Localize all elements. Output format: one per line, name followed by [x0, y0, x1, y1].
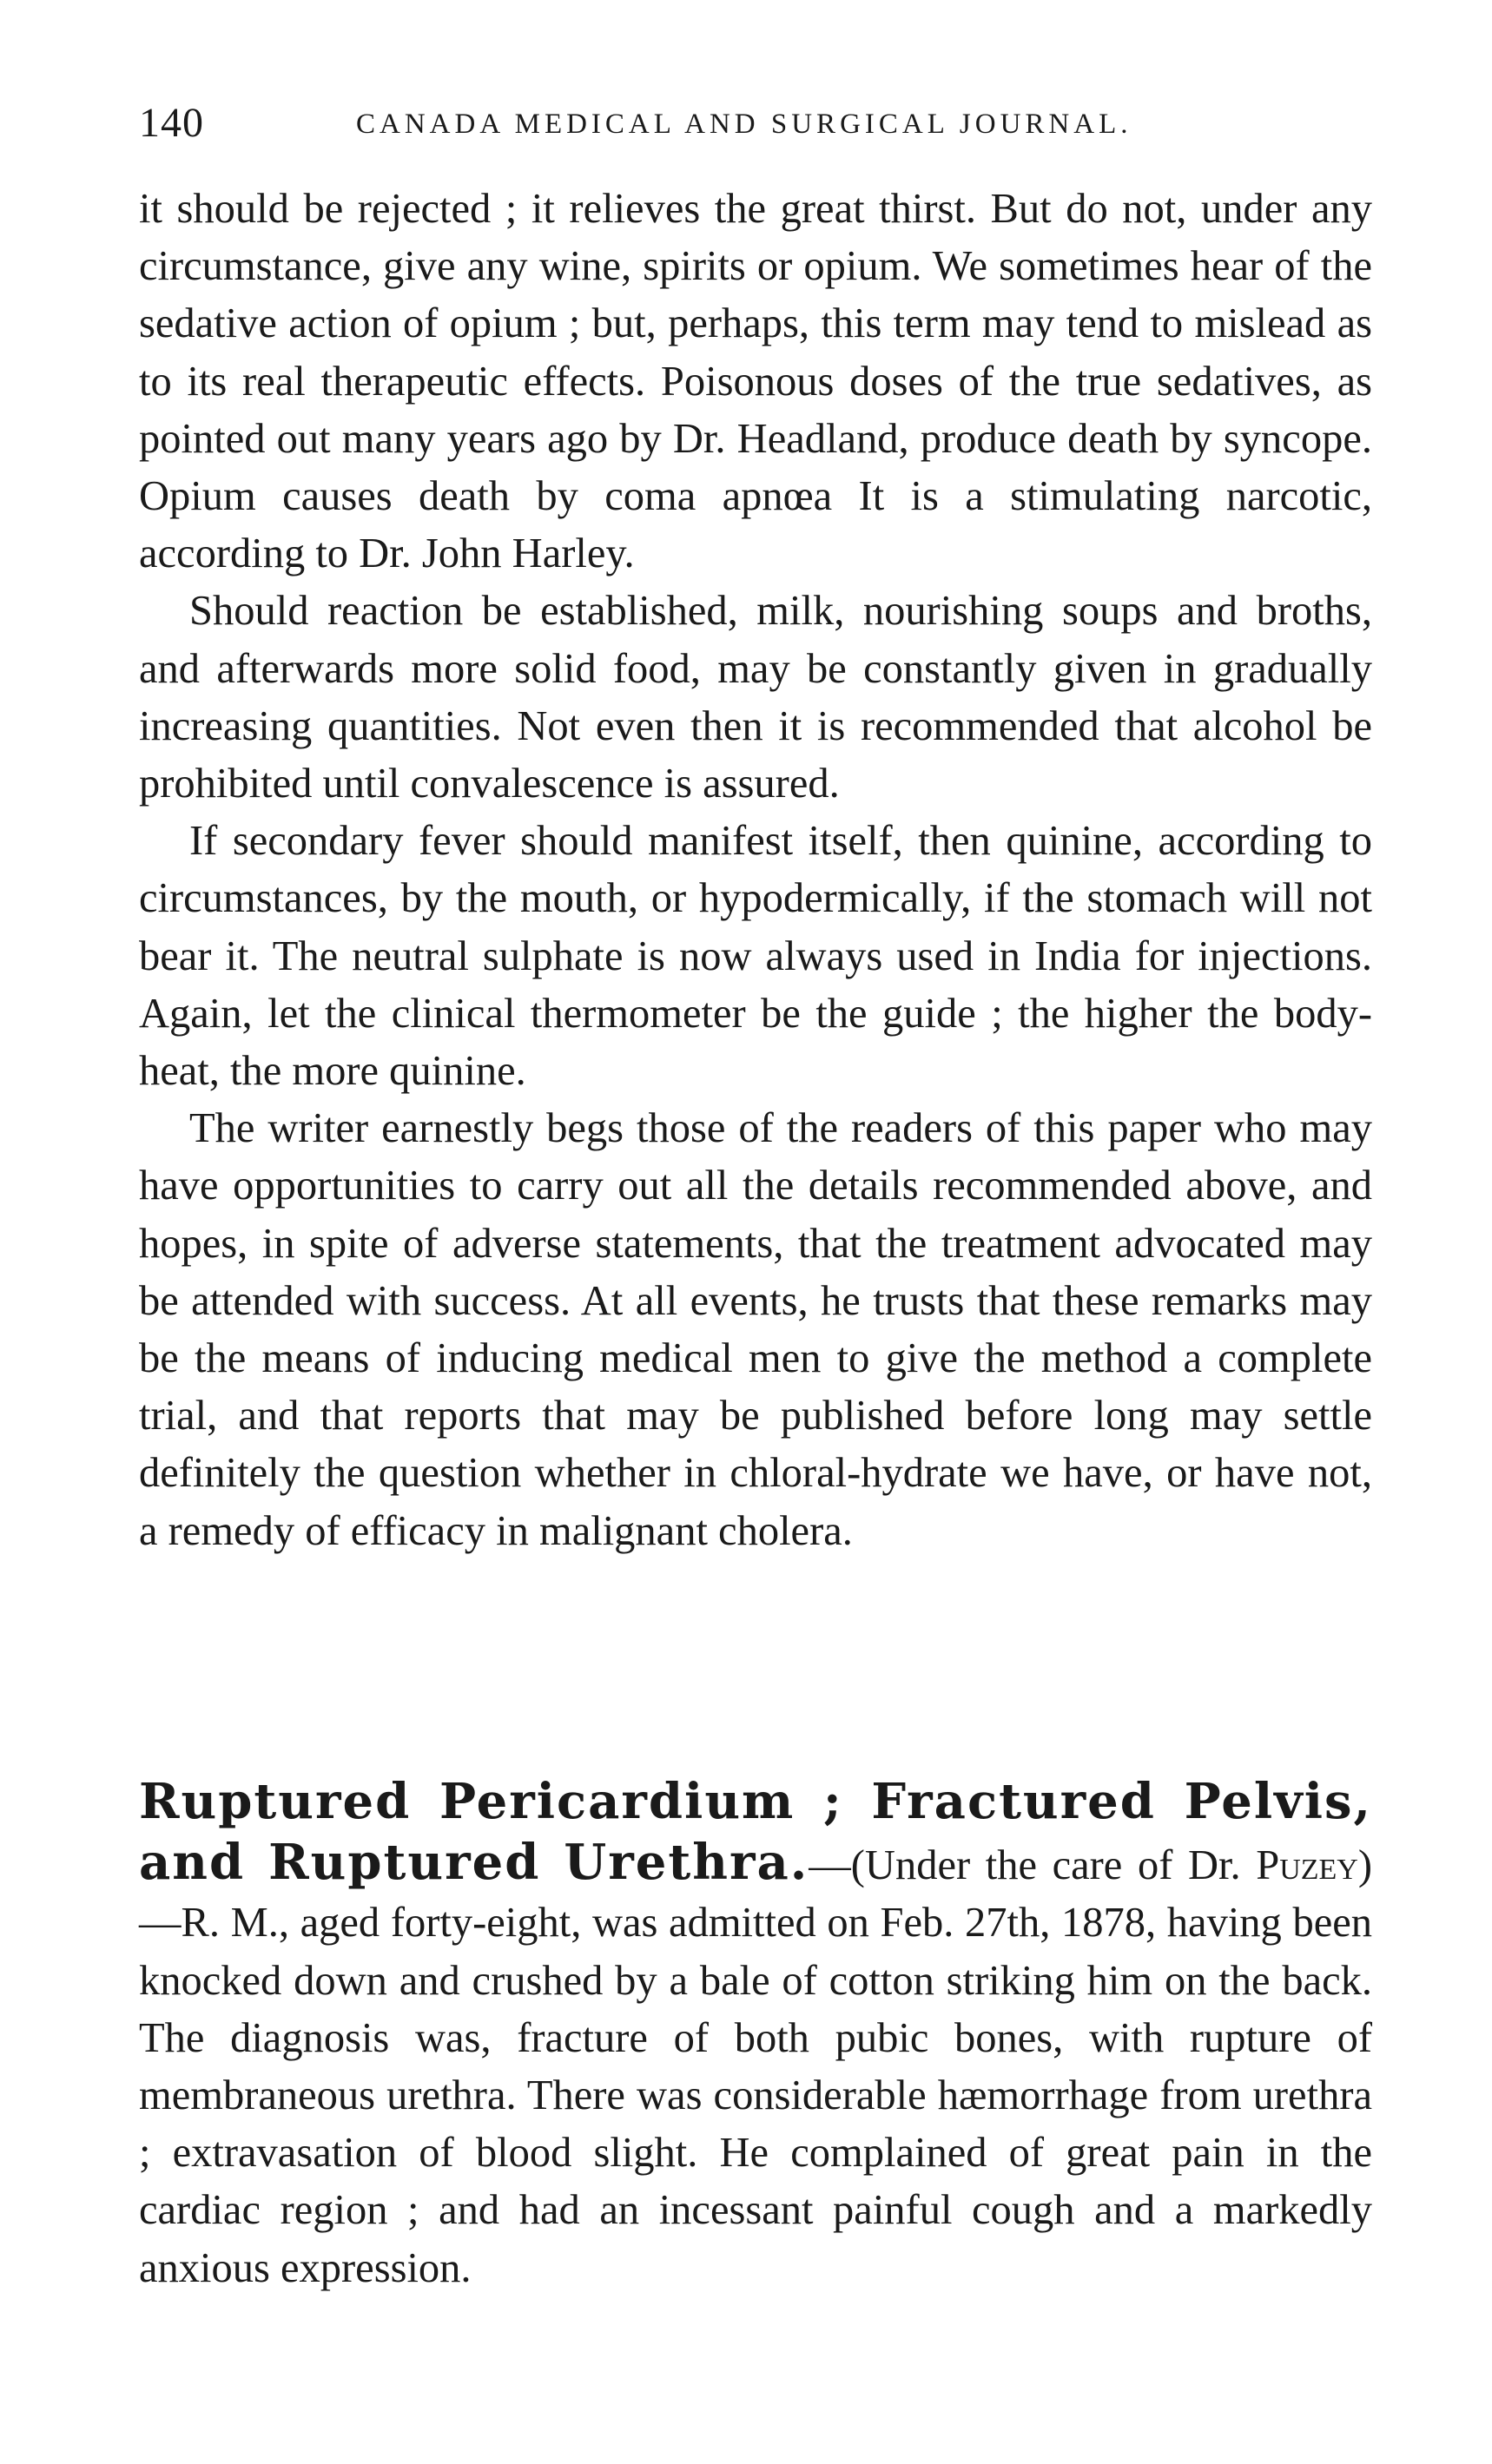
paragraph: If secondary fever should manifest itself, then quinine, according to circumstances, by the mouth, or hypodermically, if the stomach will not bear it. The neutral sulphate is now always used in India for injections. Again, let the clinical thermometer be the guide ; the higher the body-heat, the more quinine.: [139, 818, 1372, 1095]
page-number: 140: [139, 100, 204, 146]
case-report-intro-close: )—: [139, 1842, 1372, 1947]
case-report-paragraph: [139, 1773, 1372, 2297]
case-report-text: R. M., aged forty-eight, was admitted on Feb. 27th, 1878, having been knocked down and crushed by a bale of cotton striking him on the back. The diagnosis was, fracture of both pubic bones, with rupture of membraneous urethra. There was considerable hæmorrhage from urethra ; extravasation of blood slight. He complained of great pain in the cardiac region ; and had an incessant painful cough and a markedly anxious expression.: [139, 1900, 1372, 2291]
journal-title: CANADA MEDICAL AND SURGICAL JOURNAL.: [356, 109, 1132, 140]
running-head: [139, 97, 1372, 149]
doctor-name: Puzey: [1256, 1842, 1358, 1889]
article-body: [139, 181, 1372, 1560]
case-report-heading: Ruptured Pericardium ; Fractured Pelvis, and Ruptured Urethra.: [139, 1773, 1372, 1892]
paragraph-continued: it should be rejected ; it relieves the great thirst. But do not, under any circumstance, give any wine, spirits or opium. We sometimes hear of the sedative action of opium ; but, perhaps, this term may tend to mislead as to its real therapeutic effects. Poisonous doses of the true sedatives, as pointed out many years ago by Dr. Headland, produce death by syncope. Opium causes death by coma apnœa It is a stimulating narcotic, according to Dr. John Harley.: [139, 186, 1372, 577]
paragraph: Should reaction be established, milk, nourishing soups and broths, and afterwards more solid food, may be constantly given in gradually increasing quantities. Not even then it is recommended that alcohol be prohibited until convalescence is assured.: [139, 588, 1372, 807]
case-report: [139, 1773, 1372, 2297]
case-report-intro-open: —(Under the care of Dr.: [809, 1842, 1257, 1889]
paragraph: The writer earnestly begs those of the readers of this paper who may have opportunities to carry out all the details recommended above, and hopes, in spite of adverse statements, that the treatment advocated may be attended with success. At all events, he trusts that these remarks may be the means of inducing medical men to give the method a complete trial, and that reports that may be published before long may settle definitely the question whether in chloral-hydrate we have, or have not, a remedy of efficacy in malignant cholera.: [139, 1105, 1372, 1554]
